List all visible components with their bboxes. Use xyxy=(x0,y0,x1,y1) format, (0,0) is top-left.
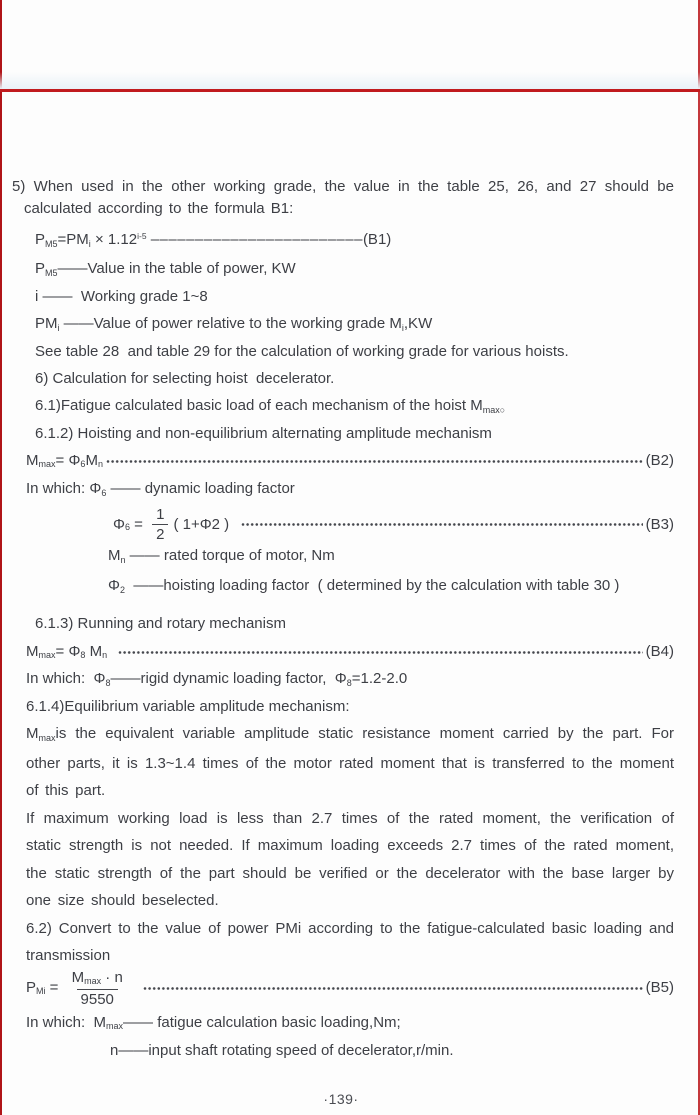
sub-text: max xyxy=(38,732,56,743)
sub-text: n xyxy=(97,458,103,469)
sub-text: 6 xyxy=(101,487,107,498)
text-run: = xyxy=(129,515,148,533)
text-run: M xyxy=(26,725,39,742)
formula-b1 xyxy=(8,230,674,251)
sub-text: Mi xyxy=(36,985,46,996)
text-run: —— dynamic loading factor xyxy=(106,480,295,497)
text-run: · n xyxy=(101,968,123,986)
text-run: ——Value of power relative to the working grade M xyxy=(59,315,402,332)
text-run: 6.1.4)Equilibrium variable amplitude mechanism: xyxy=(26,698,350,715)
text-run: M xyxy=(85,452,98,469)
def-n xyxy=(8,1041,674,1061)
text-run: i —— Working grade 1~8 xyxy=(35,288,208,305)
document-page xyxy=(8,0,674,1107)
text-run: ——hoisting loading factor ( determined by the calculation with table 30 ) xyxy=(124,577,620,594)
sub-text: max xyxy=(38,458,56,469)
sub-text: i xyxy=(88,238,91,249)
para-static-strength xyxy=(8,805,674,915)
text-run: 6.1.2) Hoisting and non-equilibrium alternating amplitude mechanism xyxy=(35,425,492,442)
text-run: M xyxy=(26,643,39,660)
sub-text: n xyxy=(102,649,108,660)
para-6-2 xyxy=(8,915,674,970)
text-run: (B5) xyxy=(645,979,674,996)
dash-text: –––––––––––––––––––––––– xyxy=(150,231,363,248)
fraction-denominator xyxy=(152,524,168,544)
sub-text: max○ xyxy=(482,404,506,415)
def-i xyxy=(8,287,674,307)
sub-text: max xyxy=(38,649,56,660)
text-run: =PM xyxy=(57,231,89,248)
def-phi8 xyxy=(8,669,674,690)
dot-leader xyxy=(241,522,643,527)
text-run: (B1) xyxy=(362,231,392,248)
sub-text: 8 xyxy=(346,677,352,688)
text-run: P xyxy=(26,979,37,996)
text-run: (B2) xyxy=(645,452,674,469)
page-border-left xyxy=(0,0,2,1115)
sub-text: 2 xyxy=(119,584,125,595)
text-run: is the equivalent variable amplitude static resistance moment carried by the part. For other parts, it is 1.3~1.4 times of the motor rated moment that is transferred to the moment of this part. xyxy=(26,725,674,799)
fraction xyxy=(152,505,168,544)
text-run: M xyxy=(85,643,103,660)
text-run: P xyxy=(35,231,46,248)
page-number: ·139· xyxy=(323,1090,359,1107)
def-mn xyxy=(8,546,674,567)
text-run: M xyxy=(71,968,85,986)
fraction-denominator xyxy=(77,989,118,1009)
text-run: 9550 xyxy=(80,990,114,1008)
heading-6 xyxy=(8,369,674,389)
text-run: = Φ xyxy=(55,643,81,660)
text-run: × 1.12 xyxy=(90,231,138,248)
text-run: ——Value in the table of power, KW xyxy=(57,260,296,277)
sub-text: 6 xyxy=(124,522,130,532)
sub-text: i xyxy=(57,322,60,333)
dot-leader xyxy=(118,650,642,655)
text-run: —— rated torque of motor, Nm xyxy=(125,547,335,564)
text-run: 1 xyxy=(156,506,165,523)
sub-text: M5 xyxy=(45,238,58,249)
text-run: ,KW xyxy=(403,315,433,332)
sub-text: n xyxy=(120,554,126,565)
sub-text: max xyxy=(84,976,102,986)
text-run: (B4) xyxy=(645,643,674,660)
dot-leader xyxy=(106,459,643,464)
text-run: If maximum working load is less than 2.7 times of the rated moment, the verification of static strength is not needed. If maximum loading exceeds 2.7 times of the rated moment, the static strength of the part should be verified or the decelerator with the base larger by one size should beselected. xyxy=(26,809,674,909)
text-run: 5) When used in the other working grade, the value in the table 25, 26, and 27 should be calculated according to the formula B1: xyxy=(12,178,674,217)
heading-6-1-3 xyxy=(8,614,674,634)
text-run: Φ xyxy=(108,577,120,594)
def-phi2 xyxy=(8,576,674,597)
fraction xyxy=(68,968,127,1009)
sup-text: i-5 xyxy=(137,231,147,241)
sub-text: 8 xyxy=(105,677,111,688)
text-run: = Φ xyxy=(55,452,81,469)
text-run: P xyxy=(35,260,46,277)
text-run: 2 xyxy=(156,526,165,543)
dot-leader xyxy=(143,986,642,991)
note-tables xyxy=(8,342,674,362)
text-run: —— fatigue calculation basic loading,Nm; xyxy=(123,1013,401,1031)
formula-b2 xyxy=(8,451,674,471)
text-run: ( 1+Φ2 ) xyxy=(173,515,238,533)
fraction-numerator xyxy=(68,968,127,989)
sub-text: 6 xyxy=(80,458,86,469)
def-phi6 xyxy=(8,479,674,500)
formula-b3 xyxy=(8,505,674,544)
text-run: M xyxy=(26,452,39,469)
text-run: In which: Φ xyxy=(26,480,102,497)
text-run: 6.1)Fatigue calculated basic load of each mechanism of the hoist M xyxy=(35,397,483,414)
sub-text: max xyxy=(106,1021,124,1031)
document-body xyxy=(8,176,674,1061)
def-pm5 xyxy=(8,259,674,280)
text-run: 6.1.3) Running and rotary mechanism xyxy=(35,615,286,632)
text-run: M xyxy=(108,547,121,564)
text-run: 6.2) Convert to the value of power PMi according to the fatigue-calculated basic loading and transmission xyxy=(26,919,674,964)
text-run: 6) Calculation for selecting hoist decelerator. xyxy=(35,370,335,387)
text-run xyxy=(107,642,115,662)
para-mmax xyxy=(8,720,674,805)
text-run: = xyxy=(45,979,63,996)
def-pmi xyxy=(8,314,674,335)
text-run: (B3) xyxy=(645,515,674,533)
sub-text: 8 xyxy=(80,649,86,660)
heading-6-1-2 xyxy=(8,424,674,444)
heading-6-1-4 xyxy=(8,697,674,717)
text-run: ——rigid dynamic loading factor, Φ xyxy=(110,670,347,687)
text-run: In which: Φ xyxy=(26,670,106,687)
text-run xyxy=(132,978,140,998)
text-run: PM xyxy=(35,315,58,332)
fraction-numerator xyxy=(152,505,168,524)
sub-text: M5 xyxy=(45,267,58,278)
text-run: See table 28 and table 29 for the calculation of working grade for various hoists. xyxy=(35,343,569,360)
text-run: n——input shaft rotating speed of decelerator,r/min. xyxy=(110,1041,454,1059)
heading-6-1 xyxy=(8,396,674,417)
formula-b4 xyxy=(8,642,674,662)
text-run: =1.2-2.0 xyxy=(351,670,408,687)
formula-b5 xyxy=(8,968,674,1009)
def-mmax xyxy=(8,1013,674,1034)
text-run: Φ xyxy=(113,515,125,533)
para-5-intro xyxy=(8,176,674,220)
sub-text: i xyxy=(401,322,404,333)
text-run: In which: M xyxy=(26,1013,107,1031)
